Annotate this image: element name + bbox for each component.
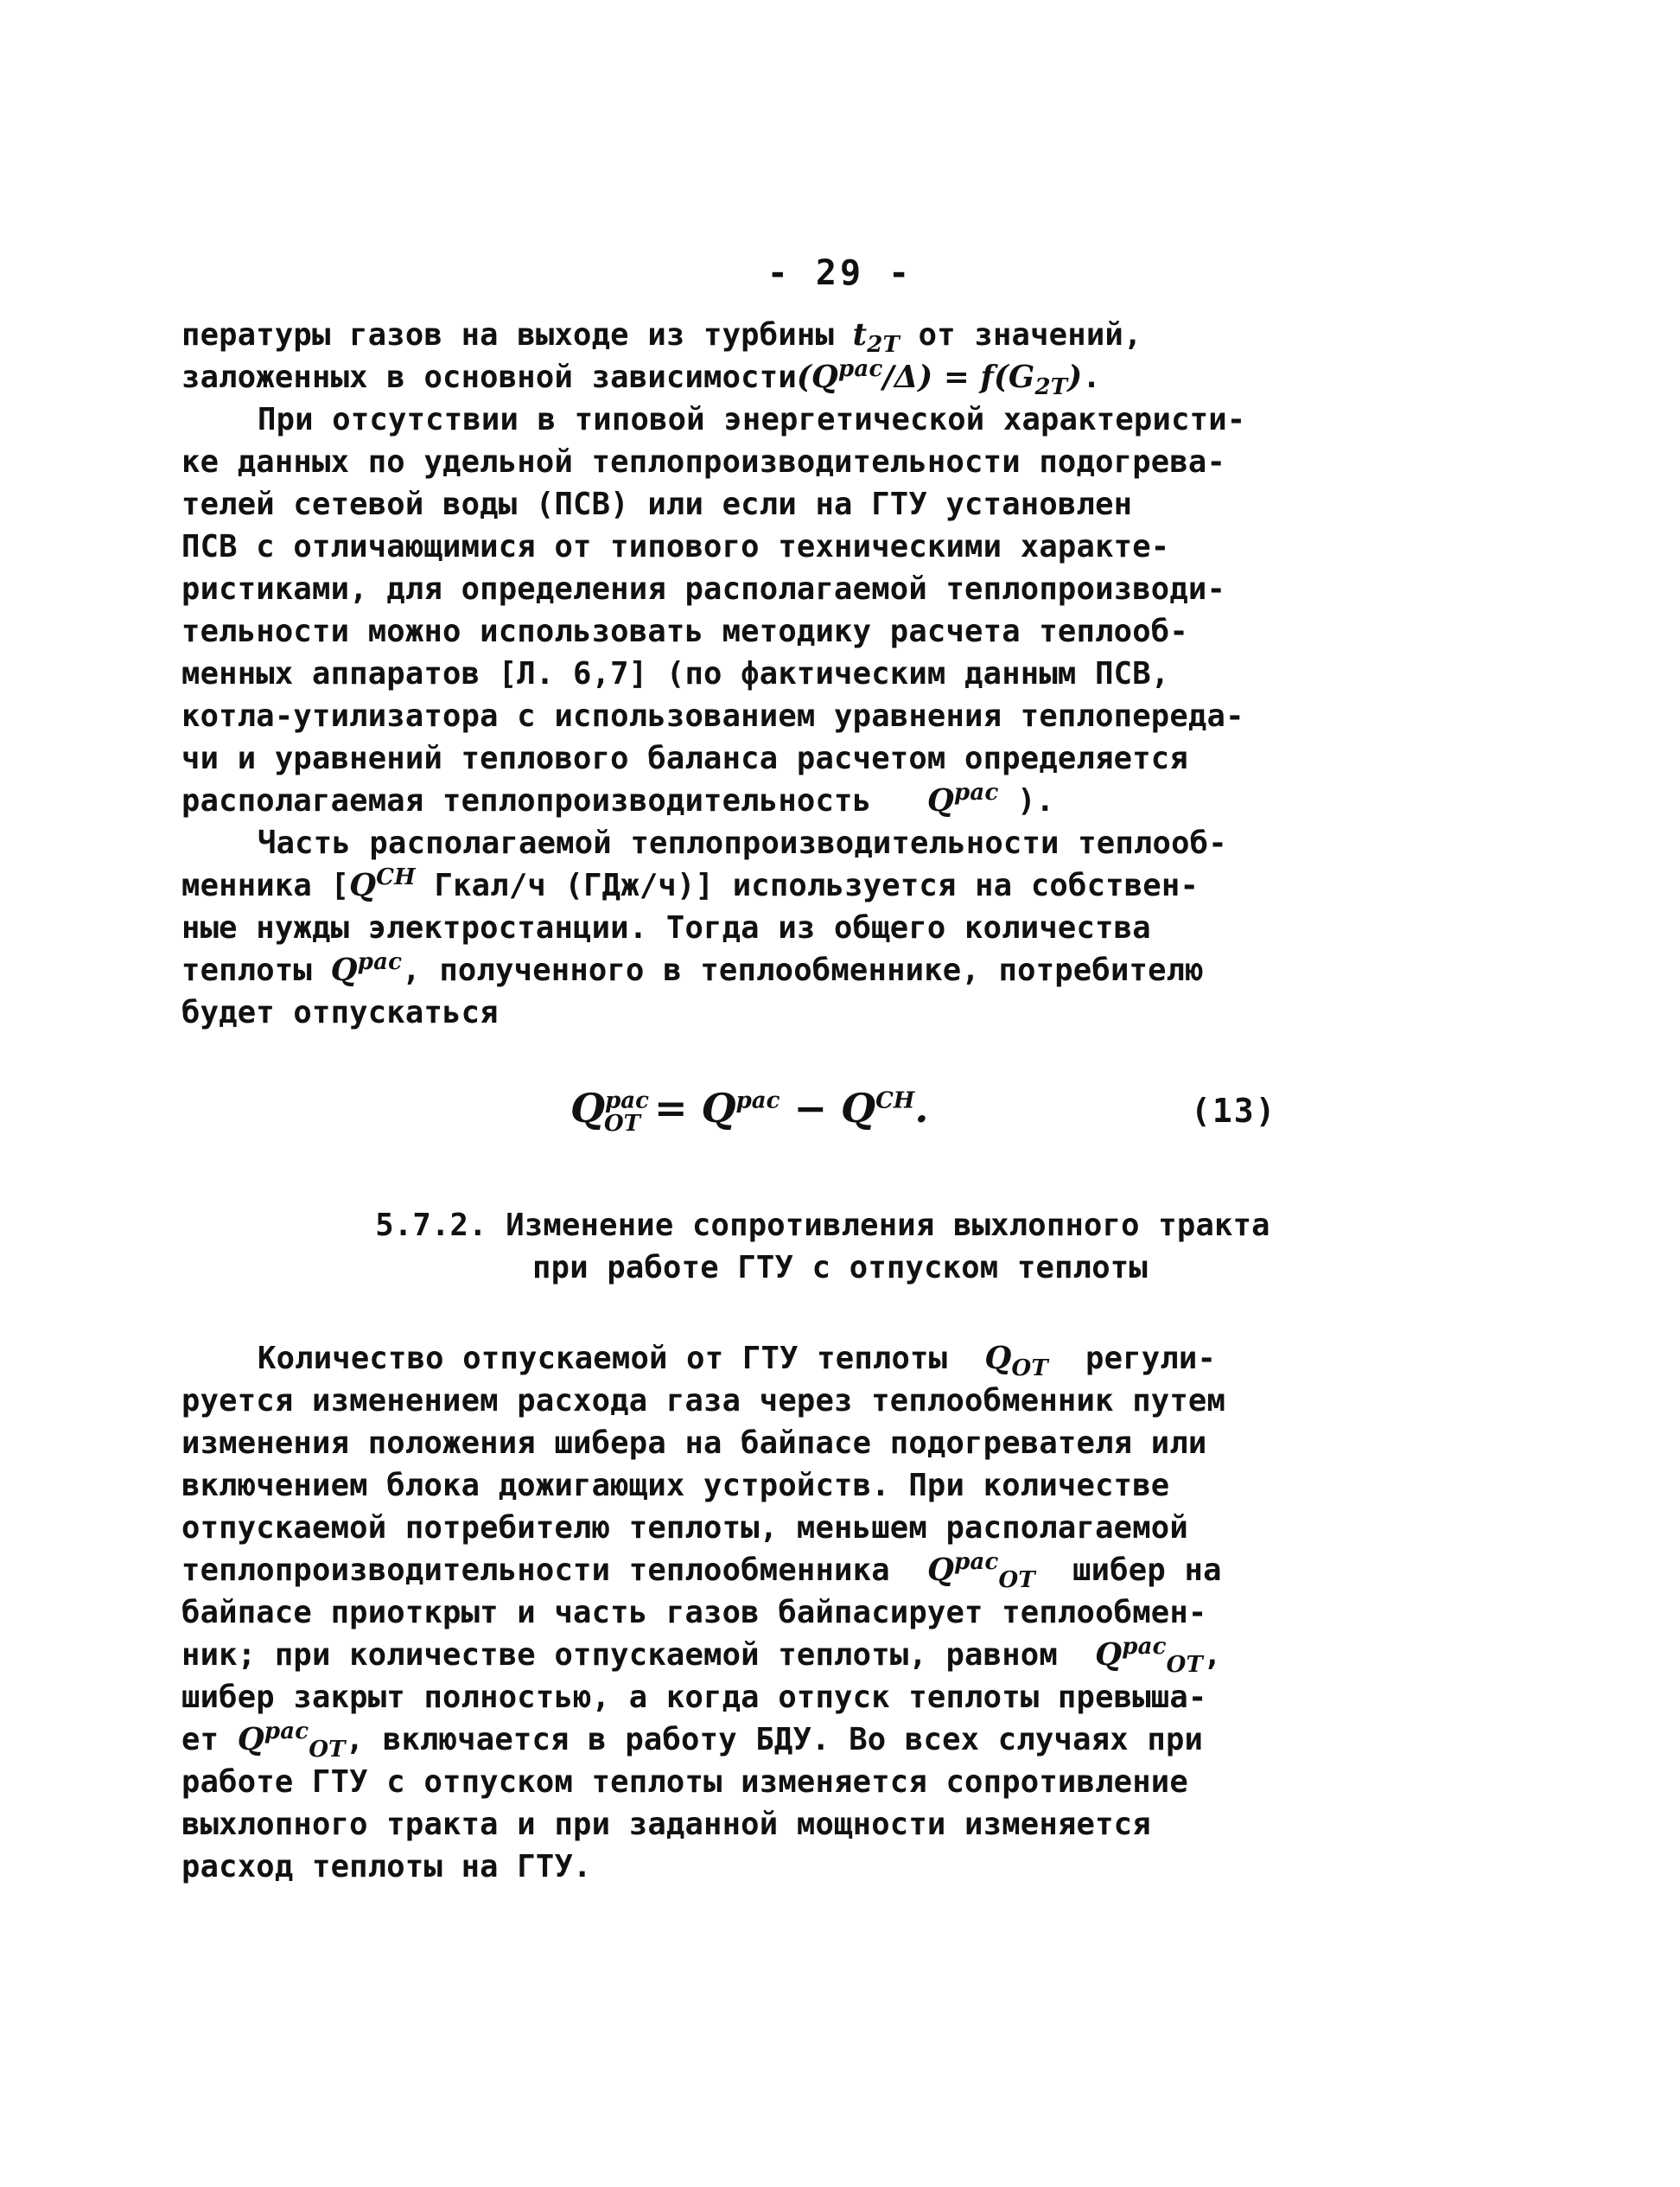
text-line: котла-утилизатора с использованием уравнения теплопереда- — [181, 698, 1244, 734]
text-line: менника [$Q^{СН}$ Гкал/ч (ГДж/ч)] используется на собствен- — [181, 864, 1200, 903]
page-number: - 29 - — [767, 253, 913, 293]
equation-13 — [0, 1085, 1680, 1154]
math-q-ot-pac: $Q^{рас}_{ОТ}$ — [926, 1549, 1035, 1594]
text-line: работе ГТУ с отпуском теплоты изменяется сопротивление — [181, 1764, 1188, 1800]
math-q-ot: $Q_{ОТ}$ — [984, 1341, 1048, 1382]
heading-line: при работе ГТУ с отпуском теплоты — [532, 1250, 1148, 1285]
text-line: Часть располагаемой теплопроизводительности теплооб- — [258, 826, 1227, 861]
text-line: ные нужды электростанции. Тогда из общего количества — [181, 910, 1151, 946]
text-line: будет отпускаться — [181, 995, 499, 1030]
text-line: расход теплоты на ГТУ. — [181, 1849, 592, 1884]
text-line: пературы газов на выходе из турбины $t_{2T}$ от значений, — [181, 317, 1142, 359]
text-line: ПСВ с отличающимися от типового техническими характе- — [181, 529, 1170, 564]
body-text-bottom — [181, 1337, 1314, 1888]
body-text-top — [181, 314, 1314, 1034]
text-line: руется изменением расхода газа через теплообменник путем — [181, 1383, 1226, 1419]
equation-number: (13) — [1191, 1092, 1277, 1130]
text-line: отпускаемой потребителю теплоты, меньшем располагаемой — [181, 1510, 1188, 1546]
text-line: включением блока дожигающих устройств. При количестве — [181, 1468, 1170, 1503]
math-q-ot-pac: $Q^{рас}_{ОТ}$ — [237, 1718, 346, 1763]
text-line: ке данных по удельной теплопроизводительности подогрева- — [181, 444, 1226, 480]
math-t2t: $t_{2T}$ — [852, 317, 900, 359]
text-line: тельности можно использовать методику расчета теплооб- — [181, 614, 1188, 649]
math-q-pac: $Q^{рас}$ — [926, 780, 999, 819]
text-line: теплоты $Q^{рас}$, полученного в теплообменнике, потребителю — [181, 949, 1204, 988]
text-line: При отсутствии в типовой энергетической характеристи- — [258, 402, 1246, 437]
text-line: ристиками, для определения располагаемой теплопроизводи- — [181, 571, 1226, 607]
text-line: выхлопного тракта и при заданной мощности изменяется — [181, 1807, 1151, 1842]
text-line: чи и уравнений теплового баланса расчетом определяется — [181, 741, 1188, 776]
math-q-pac: $Q^{рас}$ — [330, 949, 403, 988]
text-line: ник; при количестве отпускаемой теплоты, равном $Q^{рас}_{ОТ}$, — [181, 1634, 1222, 1679]
text-line: телей сетевой воды (ПСВ) или если на ГТУ установлен — [181, 487, 1133, 522]
text-line: шибер закрыт полностью, а когда отпуск теплоты превыша- — [181, 1680, 1207, 1715]
text-line: располагаемая теплопроизводительность $Q^{рас}$ ). — [181, 780, 1055, 819]
section-heading — [0, 1204, 1680, 1289]
text-line: ет $Q^{рас}_{ОТ}$, включается в работу БДУ. Во всех случаях при — [181, 1718, 1204, 1763]
text-line: изменения положения шибера на байпасе подогревателя или — [181, 1425, 1207, 1461]
text-line: теплопроизводительности теплообменника $Q^{рас}_{ОТ}$ шибер на — [181, 1549, 1222, 1594]
heading-line: 5.7.2. Изменение сопротивления выхлопного тракта — [375, 1208, 1270, 1243]
math-dependency: $(Q^{рас}/\Delta) = f(G_{2T})$ — [796, 356, 1083, 401]
text-line: менных аппаратов [Л. 6,7] (по фактическим данным ПСВ, — [181, 656, 1170, 692]
math-q-ch: $Q^{СН}$ — [349, 864, 416, 903]
text-line: Количество отпускаемой от ГТУ теплоты $Q_{ОТ}$ регули- — [258, 1341, 1217, 1382]
text-line: заложенных в основной $зависимости(Q^{рас}/\Delta) = f(G_{2T})$. — [181, 356, 1101, 401]
math-q-ot-pac: $Q^{рас}_{ОТ}$ — [1095, 1634, 1204, 1679]
text-line: байпасе приоткрыт и часть газов байпасирует теплообмен- — [181, 1595, 1207, 1630]
equation-expression: $Q^{рас}_{ОТ} = Q^{рас} - Q^{СН}$. — [570, 1085, 929, 1138]
